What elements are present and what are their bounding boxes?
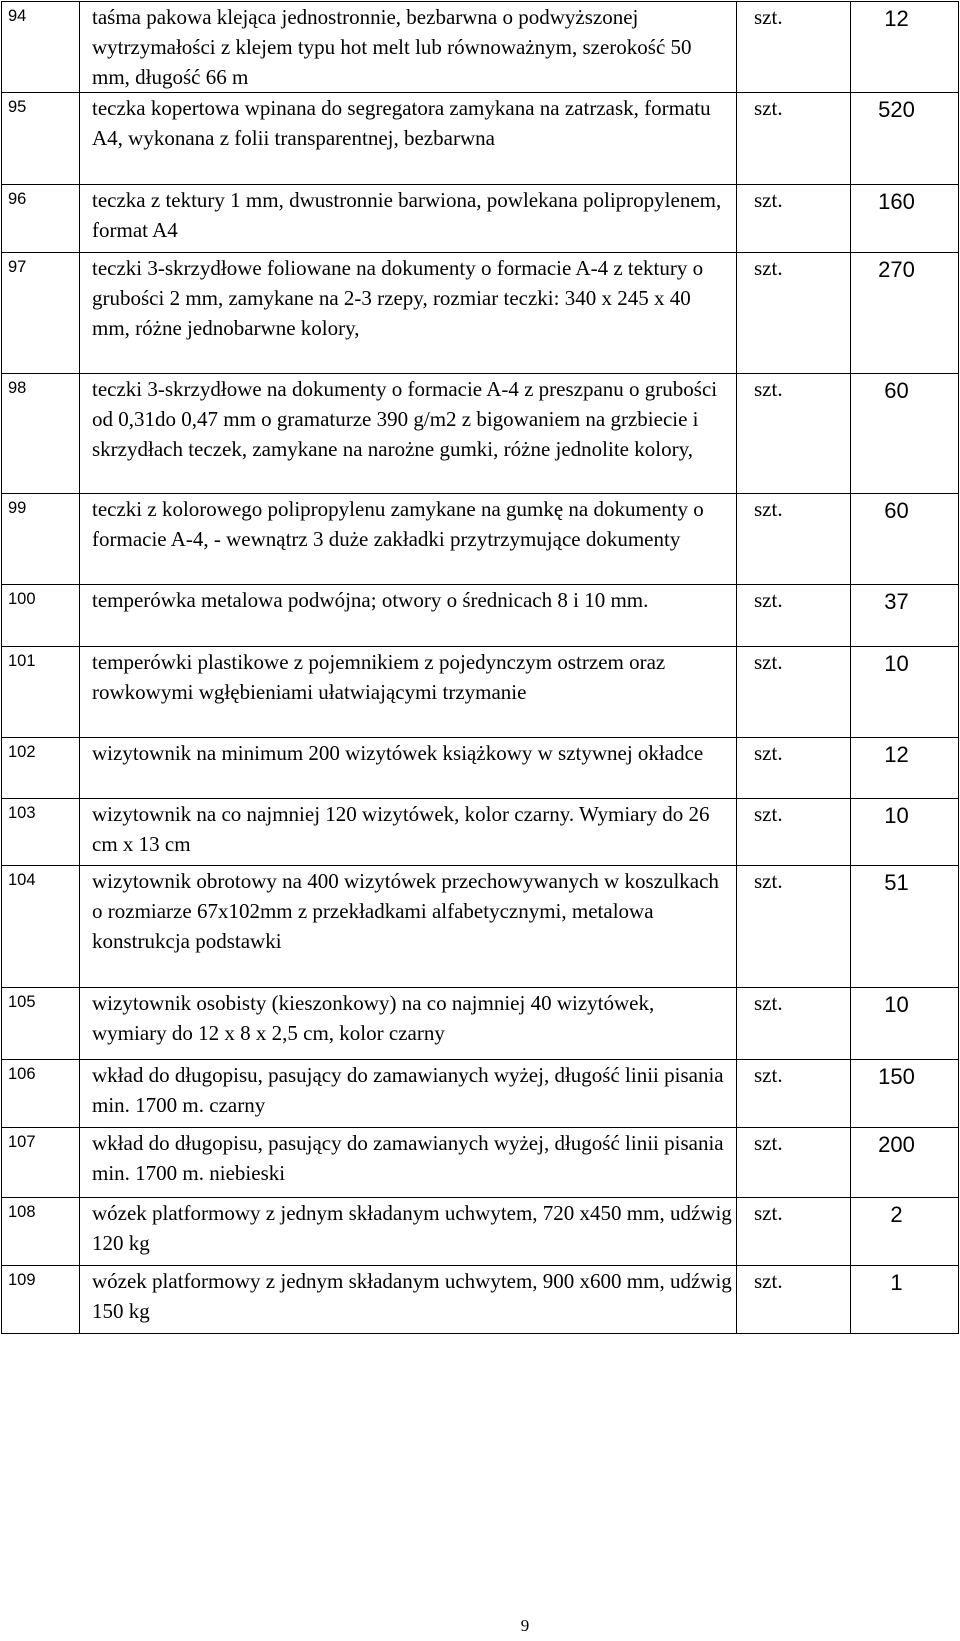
row-number: 99 (2, 494, 80, 585)
item-unit: szt. (737, 1128, 851, 1198)
table-row (2, 799, 959, 866)
item-unit: szt. (737, 647, 851, 738)
table-row (2, 866, 959, 988)
item-unit: szt. (737, 2, 851, 93)
table-row (2, 1266, 959, 1334)
table-row (2, 738, 959, 799)
items-table-body (2, 2, 959, 1334)
item-quantity: 51 (851, 866, 959, 988)
item-description: teczka kopertowa wpinana do segregatora zamykana na zatrzask, formatu A4, wykonana z folii transparentnej, bezbarwna (80, 93, 737, 185)
page-number: 9 (520, 1616, 530, 1635)
item-quantity: 10 (851, 988, 959, 1060)
table-row (2, 1198, 959, 1266)
item-quantity: 37 (851, 585, 959, 647)
table-row (2, 185, 959, 253)
item-quantity: 520 (851, 93, 959, 185)
item-description: wkład do długopisu, pasujący do zamawianych wyżej, długość linii pisania min. 1700 m. niebieski (80, 1128, 737, 1198)
item-description: wizytownik na co najmniej 120 wizytówek, kolor czarny. Wymiary do 26 cm x 13 cm (80, 799, 737, 866)
item-unit: szt. (737, 585, 851, 647)
table-row (2, 2, 959, 93)
item-unit: szt. (737, 1266, 851, 1334)
items-table (1, 1, 959, 1334)
item-quantity: 200 (851, 1128, 959, 1198)
row-number: 109 (2, 1266, 80, 1334)
row-number: 103 (2, 799, 80, 866)
item-description: teczka z tektury 1 mm, dwustronnie barwiona, powlekana polipropylenem, format A4 (80, 185, 737, 253)
table-row (2, 253, 959, 374)
item-unit: szt. (737, 253, 851, 374)
table-row (2, 1060, 959, 1128)
item-description: teczki 3-skrzydłowe foliowane na dokumenty o formacie A-4 z tektury o grubości 2 mm, zamykane na 2-3 rzepy, rozmiar teczki: 340 x 245 x 40 mm, różne jednobarwne kolory, (80, 253, 737, 374)
item-quantity: 10 (851, 647, 959, 738)
item-quantity: 160 (851, 185, 959, 253)
item-description: temperówki plastikowe z pojemnikiem z pojedynczym ostrzem oraz rowkowymi wgłębieniami ułatwiającymi trzymanie (80, 647, 737, 738)
table-row (2, 374, 959, 494)
row-number: 100 (2, 585, 80, 647)
table-row (2, 647, 959, 738)
item-description: teczki 3-skrzydłowe na dokumenty o formacie A-4 z preszpanu o grubości od 0,31do 0,47 mm o gramaturze 390 g/m2 z bigowaniem na grzbiecie i skrzydłach teczek, zamykane na narożne gumki, różne jednolite kolory, (80, 374, 737, 494)
table-row (2, 585, 959, 647)
item-description: teczki z kolorowego polipropylenu zamykane na gumkę na dokumenty o formacie A-4, - wewnątrz 3 duże zakładki przytrzymujące dokumenty (80, 494, 737, 585)
row-number: 96 (2, 185, 80, 253)
item-unit: szt. (737, 93, 851, 185)
item-quantity: 12 (851, 738, 959, 799)
item-unit: szt. (737, 374, 851, 494)
item-unit: szt. (737, 738, 851, 799)
row-number: 97 (2, 253, 80, 374)
table-row (2, 988, 959, 1060)
item-description: wizytownik osobisty (kieszonkowy) na co najmniej 40 wizytówek, wymiary do 12 x 8 x 2,5 cm, kolor czarny (80, 988, 737, 1060)
row-number: 104 (2, 866, 80, 988)
row-number: 98 (2, 374, 80, 494)
item-description: wizytownik na minimum 200 wizytówek książkowy w sztywnej okładce (80, 738, 737, 799)
item-quantity: 150 (851, 1060, 959, 1128)
table-row (2, 93, 959, 185)
item-unit: szt. (737, 866, 851, 988)
item-description: wózek platformowy z jednym składanym uchwytem, 720 x450 mm, udźwig 120 kg (80, 1198, 737, 1266)
row-number: 95 (2, 93, 80, 185)
item-unit: szt. (737, 1198, 851, 1266)
item-unit: szt. (737, 494, 851, 585)
item-quantity: 270 (851, 253, 959, 374)
item-description: wizytownik obrotowy na 400 wizytówek przechowywanych w koszulkach o rozmiarze 67x102mm z przekładkami alfabetycznymi, metalowa konstrukcja podstawki (80, 866, 737, 988)
row-number: 108 (2, 1198, 80, 1266)
item-quantity: 12 (851, 2, 959, 93)
item-quantity: 10 (851, 799, 959, 866)
item-description: temperówka metalowa podwójna; otwory o średnicach 8 i 10 mm. (80, 585, 737, 647)
item-unit: szt. (737, 1060, 851, 1128)
row-number: 101 (2, 647, 80, 738)
item-description: taśma pakowa klejąca jednostronnie, bezbarwna o podwyższonej wytrzymałości z klejem typu hot melt lub równoważnym, szerokość 50 mm, długość 66 m (80, 2, 737, 93)
item-description: wkład do długopisu, pasujący do zamawianych wyżej, długość linii pisania min. 1700 m. czarny (80, 1060, 737, 1128)
row-number: 102 (2, 738, 80, 799)
item-unit: szt. (737, 185, 851, 253)
item-unit: szt. (737, 799, 851, 866)
item-quantity: 1 (851, 1266, 959, 1334)
item-description: wózek platformowy z jednym składanym uchwytem, 900 x600 mm, udźwig 150 kg (80, 1266, 737, 1334)
item-quantity: 60 (851, 374, 959, 494)
row-number: 105 (2, 988, 80, 1060)
row-number: 107 (2, 1128, 80, 1198)
table-row (2, 494, 959, 585)
row-number: 94 (2, 2, 80, 93)
row-number: 106 (2, 1060, 80, 1128)
item-quantity: 60 (851, 494, 959, 585)
item-unit: szt. (737, 988, 851, 1060)
item-quantity: 2 (851, 1198, 959, 1266)
table-row (2, 1128, 959, 1198)
